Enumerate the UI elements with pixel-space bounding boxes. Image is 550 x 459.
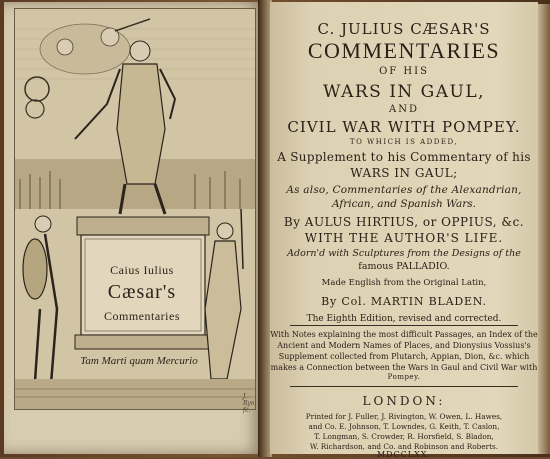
pedestal-line-caius-iulius: Caius Iulius: [110, 263, 174, 277]
title-made-english: Made English from the Original Latin,: [321, 278, 487, 288]
title-notes-line4: makes a Connection between the Wars in Gaul and Civil War with: [270, 363, 538, 372]
title-main: COMMENTARIES: [307, 38, 501, 63]
title-by-line: By AULUS HIRTIUS, or OPPIUS, &c.: [283, 215, 525, 229]
title-page: [270, 2, 538, 459]
title-also-line1: As also, Commentaries of the Alexandrian,: [286, 184, 522, 196]
engraving-illustration: [15, 9, 255, 409]
title-supplement-line2: WARS IN GAUL;: [350, 166, 458, 180]
title-wars-in-gaul: WARS IN GAUL,: [322, 82, 486, 102]
page-edge: [538, 4, 550, 454]
title-rule-top: [290, 325, 518, 326]
title-printers-line4: W. Richardson, and Co. and Robinson and Roberts.: [309, 442, 499, 451]
title-printers-line3: T. Longman, S. Crowder, R. Horsfield, S. Bladon,: [314, 432, 494, 441]
title-rule-bottom: [290, 386, 518, 387]
title-and: AND: [389, 104, 419, 115]
title-civil-war: CIVIL WAR WITH POMPEY.: [287, 118, 521, 136]
title-printers-line1: Printed for J. Fuller, J. Rivington, W. Owen, L. Hawes,: [305, 412, 503, 421]
title-place: LONDON:: [362, 394, 446, 408]
title-of-his: OF HIS: [379, 66, 429, 77]
pedestal-line-commentaries: Commentaries: [104, 309, 180, 323]
title-to-which-added: TO WHICH IS ADDED,: [349, 138, 459, 146]
frontispiece-motto: Tam Marti quam Mercurio: [80, 355, 198, 367]
title-translator: By Col. MARTIN BLADEN.: [321, 295, 487, 308]
title-date: MDCCLXX.: [376, 450, 432, 459]
title-notes-line1: With Notes explaining the most difficult Passages, an Index of the: [270, 330, 538, 339]
title-adorned-line1: Adorn'd with Sculptures from the Designs of the: [287, 248, 521, 259]
title-edition: The Eighth Edition, revised and corrected.: [306, 314, 502, 324]
title-author-line: C. JULIUS CÆSAR'S: [317, 20, 491, 38]
pedestal-line-caesars: Cæsar's: [107, 281, 177, 303]
title-supplement-line1: A Supplement to his Commentary of his: [277, 150, 531, 164]
title-notes-line5: Pompey.: [387, 373, 421, 381]
title-also-line2: African, and Spanish Wars.: [332, 198, 476, 210]
frontispiece-page: [4, 2, 262, 454]
frontispiece-engraving: [14, 8, 256, 414]
title-with-life: WITH THE AUTHOR'S LIFE.: [304, 231, 504, 245]
title-adorned-line2: famous PALLADIO.: [358, 261, 450, 272]
title-notes-line2: Ancient and Modern Names of Places, and Dionysius Vossius's: [277, 341, 531, 350]
title-printers-line2: and Co. E. Johnson, T. Lowndes, G. Keith, T. Caslon,: [308, 422, 500, 431]
engraver-signature: J. Ryn fc.: [243, 393, 255, 414]
title-notes-line3: Supplement collected from Plutarch, Appian, Dion, &c. which: [278, 352, 530, 361]
